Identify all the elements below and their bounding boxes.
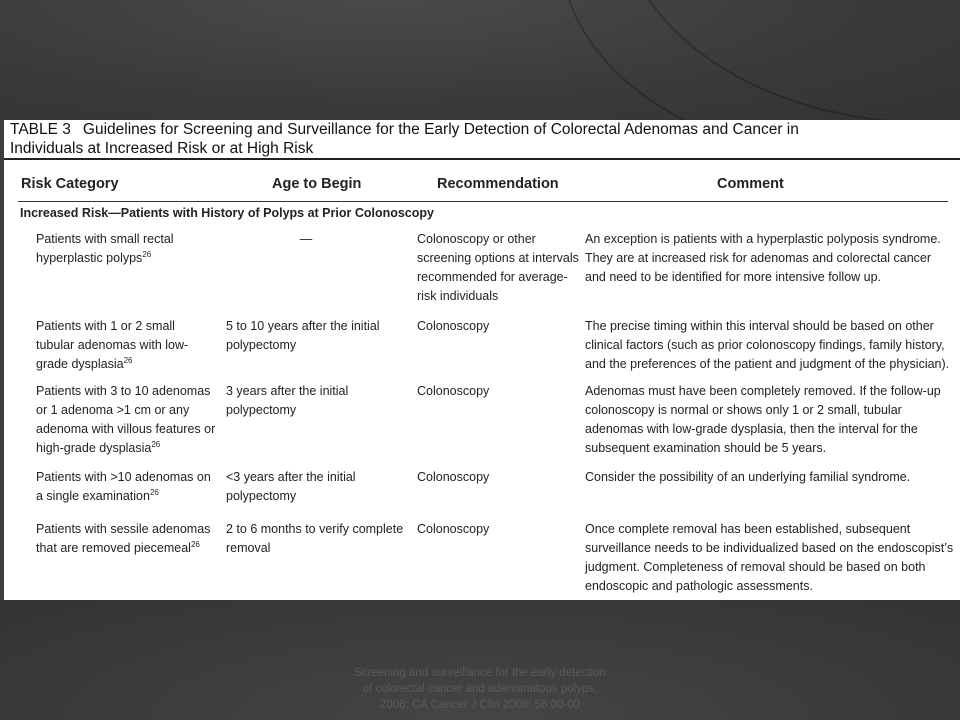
reference-superscript: 26	[190, 539, 200, 549]
table-title-line1: Guidelines for Screening and Surveillance for the Early Detection of Colorectal Adenomas and Cancer in	[82, 121, 799, 138]
table-row-risk: Patients with 3 to 10 adenomas or 1 adenoma >1 cm or any adenoma with villous features or high-grade dysplasia$^{26}$	[36, 384, 216, 455]
column-header-risk: Risk Category	[21, 176, 119, 192]
slide-caption	[300, 665, 660, 713]
table-title	[10, 120, 950, 158]
table-image	[4, 120, 960, 600]
reference-superscript: 26	[149, 487, 159, 497]
column-header-recommendation: Recommendation	[437, 176, 559, 192]
table-row-comment: Consider the possibility of an underlying familial syndrome.	[585, 470, 911, 484]
table-row-risk: Patients with >10 adenomas on a single examination$^{26}$	[36, 470, 211, 503]
header-rule	[18, 201, 948, 202]
table-row-age: 3 years after the initial polypectomy	[226, 384, 349, 417]
column-header-comment: Comment	[717, 176, 784, 192]
table-row-risk: Patients with 1 or 2 small tubular adenomas with low-grade dysplasia$^{26}$	[36, 319, 189, 371]
reference-superscript: 26	[142, 249, 152, 259]
table-row-comment: An exception is patients with a hyperplastic polyposis syndrome. They are at increased risk for adenomas and colorectal cancer and need to be identified for more intensive follow up.	[585, 232, 941, 284]
caption-line2: of colorectal cancer and adenomatous polyps,	[362, 683, 598, 695]
table-row-age: —	[299, 232, 313, 246]
table-row-recommendation: Colonoscopy	[417, 319, 490, 333]
caption-line3: 2008; CA Cancer J Clin 2008; 58:00-00	[379, 699, 581, 711]
table-row-recommendation: Colonoscopy or other screening options at intervals recommended for average-risk individuals	[417, 232, 579, 303]
column-header-age: Age to Begin	[272, 176, 362, 192]
section-heading: Increased Risk—Patients with History of Polyps at Prior Colonoscopy	[20, 206, 434, 220]
reference-superscript: 26	[123, 355, 133, 365]
table-row-comment: Once complete removal has been established, subsequent surveillance needs to be individualized based on the endoscopist’s judgment. Completeness of removal should be based on both endoscopic and pathologic assessments.	[585, 522, 954, 593]
table-row-recommendation: Colonoscopy	[417, 384, 490, 398]
title-rule	[4, 158, 960, 160]
table-row-risk: Patients with small rectal hyperplastic polyps$^{26}$	[36, 232, 174, 265]
table-row-recommendation: Colonoscopy	[417, 522, 490, 536]
table-row-comment: Adenomas must have been completely removed. If the follow-up colonoscopy is normal or shows only 1 or 2 small, tubular adenomas with low-grade dysplasia, then the interval for the subsequent examination should be 5 years.	[585, 384, 941, 455]
table-row-age: 5 to 10 years after the initial polypectomy	[226, 319, 380, 352]
caption-line1: Screening and surveillance for the early detection	[354, 667, 606, 679]
table-row-comment: The precise timing within this interval should be based on other clinical factors (such as prior colonoscopy findings, family history, and the preferences of the patient and judgment of the physician).	[585, 319, 950, 371]
table-row-recommendation: Colonoscopy	[417, 470, 490, 484]
table-row-age: <3 years after the initial polypectomy	[226, 470, 356, 503]
table-label: TABLE 3	[10, 121, 71, 138]
table-row-age: 2 to 6 months to verify complete removal	[226, 522, 404, 555]
table-row-risk: Patients with sessile adenomas that are removed piecemeal$^{26}$	[36, 522, 211, 555]
reference-superscript: 26	[151, 439, 161, 449]
table-title-line2: Individuals at Increased Risk or at High Risk	[10, 140, 314, 157]
